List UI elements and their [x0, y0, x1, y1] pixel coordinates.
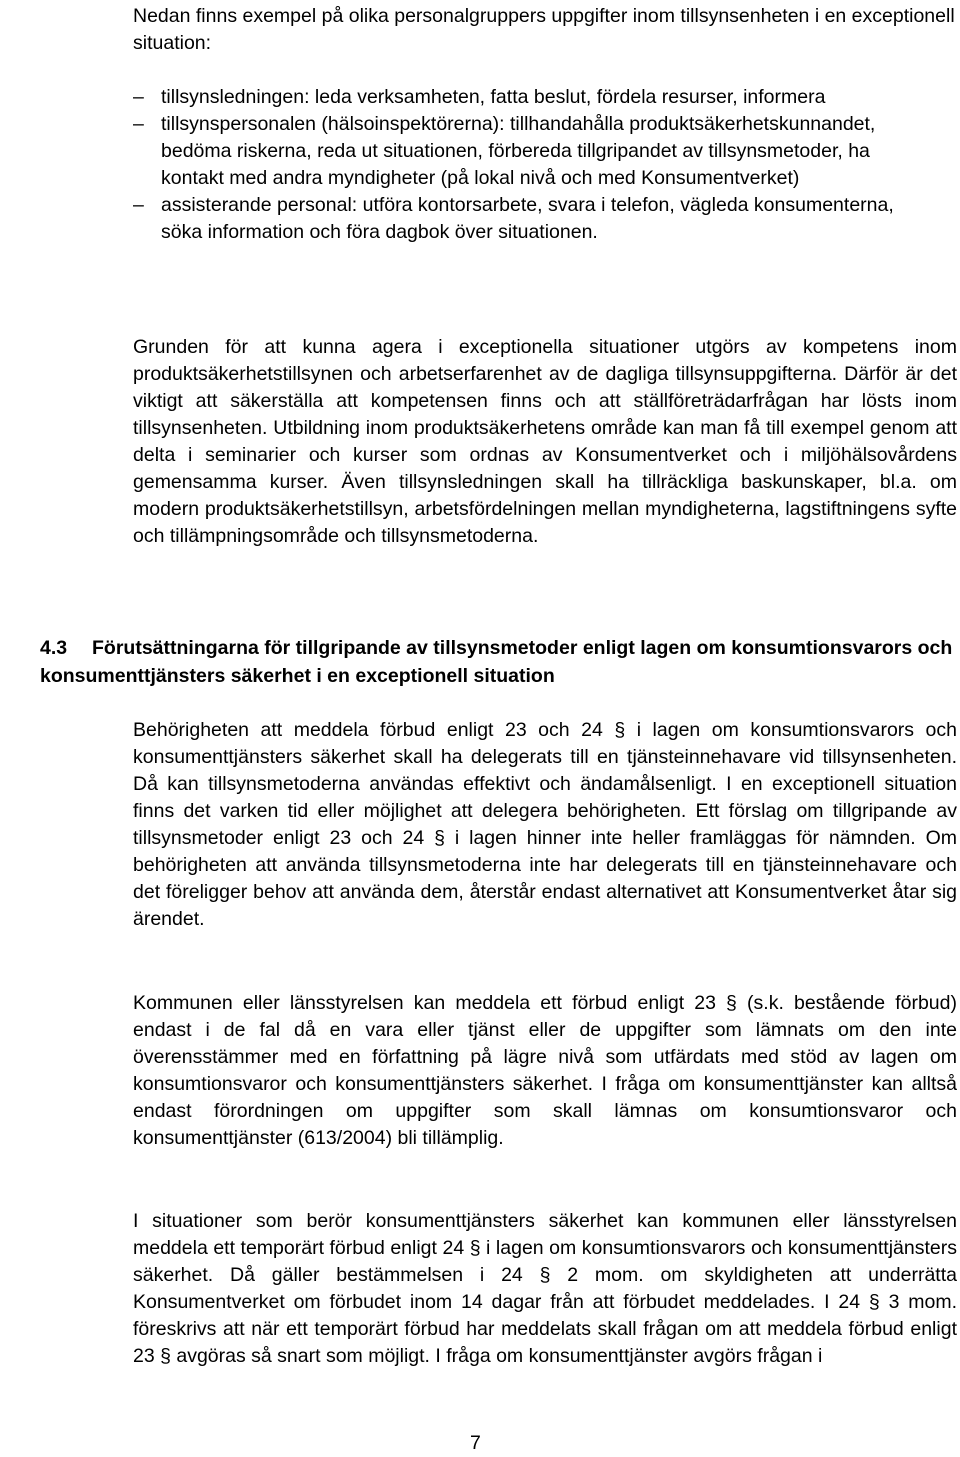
competence-paragraph: Grunden för att kunna agera i exceptionella situationer utgörs av kompetens inom produktsäkerhetstillsynen och arbetserfarenhet av de dagliga tillsynsuppgifterna. Därför är det viktigt att säkerställa att kompetensen finns och att ställföreträdarfrågan har lösts inom tillsynsenheten. Utbildning inom produktsäkerhetens område kan man få till exempel genom att delta i seminarier och kurser som ordnas av Konsumentverket och i miljöhälsovårdens gemensamma kurser. Även tillsynsledningen skall ha tillräckliga baskunskaper, bl.a. om modern produktsäkerhetstillsyn, arbetsfördelningen mellan myndigheterna, lagstiftningens syfte och tillämpningsområde och tillsynsmetoderna.	[133, 336, 957, 547]
delegation-paragraph: Behörigheten att meddela förbud enligt 23 och 24 § i lagen om konsumtionsvarors och konsumenttjänsters säkerhet skall ha delegerats till en tjänsteinnehavare vid tillsynsenheten. Då kan tillsynsmetoderna användas effektivt och ändamålsenligt. I en exceptionell situation finns det varken tid eller möjlighet att delegera behörigheten. Ett förslag om tillgripande av tillsynsmetoder enligt 23 och 24 § i lagen hinner inte heller framläggas för nämnden. Om behörigheten att använda tillsynsmetoderna inte har delegerats till en tjänsteinnehavare och det föreligger behov att använda dem, återstår endast alternativet att Konsumentverket åtar sig ärendet.	[133, 719, 957, 930]
services-paragraph: I situationer som berör konsumenttjänsters säkerhet kan kommunen eller länsstyrelsen meddela ett temporärt förbud enligt 24 § i lagen om konsumtionsvarors och konsumenttjänsters säkerhet. Då gäller bestämmelsen i 24 § 2 mom. om skyldigheten att underrätta Konsumentverket om förbudet inom 14 dagar från att förbudet meddelades. I 24 § 3 mom. föreskrivs att när ett temporärt förbud har meddelats skall frågan om att meddela förbud enligt 23 § avgöras så snart som möjligt. I fråga om konsumenttjänster avgörs frågan i	[133, 1210, 957, 1367]
dash-bullet: –	[133, 113, 144, 135]
list-item-text: tillsynspersonalen (hälsoinspektörerna): tillhandahålla produktsäkerhetskunnandet, bedöma riskerna, reda ut situationen, förbereda tillgripandet av tillsynsmetoder, ha kontakt med andra myndigheter (på lokal nivå och med Konsumentverket)	[161, 113, 876, 189]
list-item	[133, 111, 933, 192]
list-item-text: tillsynsledningen: leda verksamheten, fatta beslut, fördela resurser, informera	[161, 86, 826, 108]
section-heading	[40, 634, 957, 690]
municipality-paragraph: Kommunen eller länsstyrelsen kan meddela ett förbud enligt 23 § (s.k. bestående förbud) endast i de fal då en vara eller tjänst eller de uppgifter som lämnats om den inte överensstämmer med en författning på lägre nivå som utfärdats med stöd av lagen om konsumtionsvaror och konsumenttjänsters säkerhet. I fråga om konsumenttjänster kan alltså endast förordningen om uppgifter som skall lämnas om konsumtionsvaror och konsumenttjänster (613/2004) bli tillämplig.	[133, 992, 957, 1149]
page-number: 7	[470, 1432, 481, 1454]
list-item	[133, 84, 933, 111]
section-number: 4.3	[40, 637, 68, 659]
intro-paragraph: Nedan finns exempel på olika personalgruppers uppgifter inom tillsynsenheten i en exceptionell situation:	[133, 5, 955, 54]
list-item	[133, 192, 933, 246]
list-item-text: assisterande personal: utföra kontorsarbete, svara i telefon, vägleda konsumenterna, söka information och föra dagbok över situationen.	[161, 194, 894, 243]
section-title: Förutsättningarna för tillgripande av tillsynsmetoder enligt lagen om konsumtionsvarors och konsumenttjänsters säkerhet i en exceptionell situation	[40, 637, 953, 687]
dash-bullet: –	[133, 194, 144, 216]
task-list	[133, 84, 933, 246]
dash-bullet: –	[133, 86, 144, 108]
